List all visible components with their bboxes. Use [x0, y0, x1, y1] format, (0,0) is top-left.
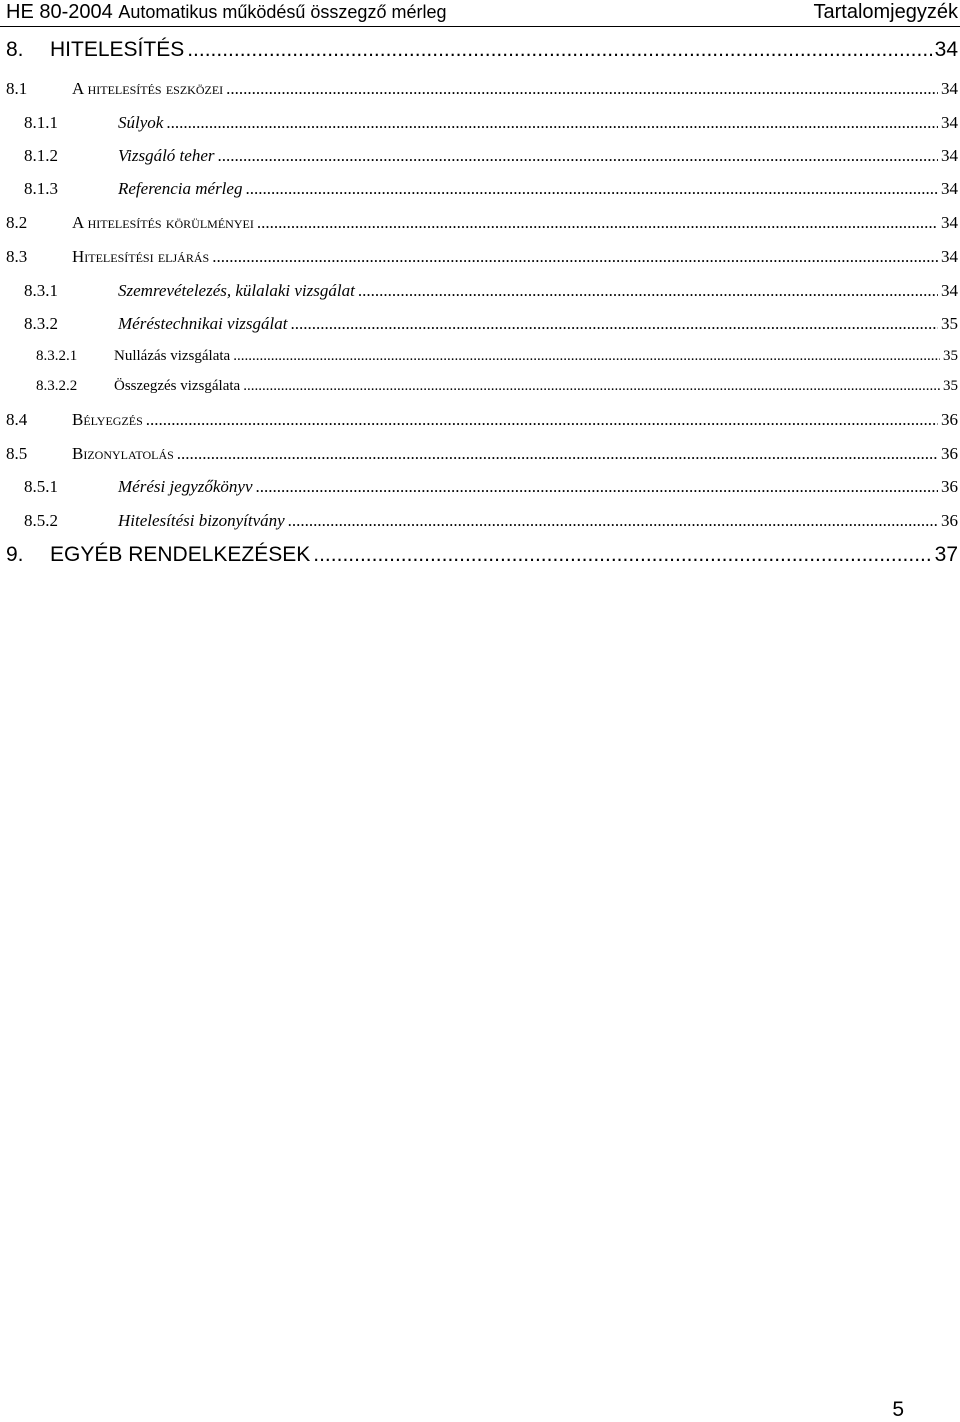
toc-page: 34	[941, 213, 958, 232]
header-doc-subtitle: Automatikus működésű összegző mérleg	[118, 2, 447, 22]
toc-number: 8.3.1	[24, 281, 58, 300]
toc-title: A hitelesítés eszközei	[72, 79, 224, 98]
header-title	[6, 0, 446, 24]
toc-title: Vizsgáló teher	[118, 146, 215, 165]
toc-page: 34	[941, 146, 958, 165]
toc-title: Súlyok	[118, 113, 164, 132]
page-header	[0, 0, 960, 27]
toc-page: 36	[941, 444, 958, 463]
toc-leader	[166, 113, 938, 133]
toc-entry[interactable]	[0, 410, 960, 430]
toc-number: 8.1.3	[24, 179, 58, 198]
toc-number: 8.3.2.1	[36, 348, 78, 364]
toc-leader	[245, 179, 938, 199]
toc-title: Nullázás vizsgálata	[114, 348, 231, 364]
header-doc-code: HE 80-2004	[6, 1, 113, 23]
toc-entry[interactable]	[0, 543, 960, 567]
toc-entry[interactable]	[0, 179, 960, 199]
toc-title: HITELESÍTÉS	[50, 38, 185, 61]
toc-page: 34	[941, 79, 958, 98]
toc-title: Szemrevételezés, külalaki vizsgálat	[118, 281, 355, 300]
page-number: 5	[892, 1398, 904, 1421]
toc-title: Bizonylatolás	[72, 444, 174, 463]
toc-title: Bélyegzés	[72, 410, 143, 429]
toc-page: 34	[941, 179, 958, 198]
toc-entry[interactable]	[0, 146, 960, 166]
toc-title: Méréstechnikai vizsgálat	[118, 314, 288, 333]
toc-title: A hitelesítés körülményei	[72, 213, 254, 232]
toc-number: 8.5	[6, 444, 28, 463]
toc-leader	[256, 477, 938, 497]
toc-leader	[291, 314, 939, 334]
toc-leader	[187, 38, 931, 62]
toc-page: 34	[934, 38, 958, 61]
toc-number: 8.	[6, 38, 24, 61]
toc-entry[interactable]	[0, 247, 960, 267]
toc-leader	[313, 543, 931, 567]
toc-entry[interactable]	[0, 38, 960, 62]
toc-title: Mérési jegyzőkönyv	[118, 477, 253, 496]
header-section: Tartalomjegyzék	[813, 1, 958, 23]
toc-entry[interactable]	[0, 511, 960, 531]
toc-leader	[257, 213, 938, 233]
toc-leader	[233, 348, 940, 365]
toc-page: 36	[941, 410, 958, 429]
toc-page: 36	[941, 511, 958, 530]
toc-entry[interactable]	[0, 314, 960, 334]
toc-leader	[217, 146, 938, 166]
toc-entry[interactable]	[0, 378, 960, 395]
toc-title: EGYÉB RENDELKEZÉSEK	[50, 543, 311, 566]
toc-leader	[358, 281, 938, 301]
toc-title: Hitelesítési eljárás	[72, 247, 210, 266]
toc-page: 35	[941, 314, 958, 333]
toc-entry[interactable]	[0, 281, 960, 301]
toc-number: 8.3.2.2	[36, 378, 78, 394]
toc-page: 36	[941, 477, 958, 496]
toc-number: 8.2	[6, 213, 28, 232]
toc-number: 8.1.2	[24, 146, 58, 165]
toc-leader	[177, 444, 938, 464]
toc-page: 34	[941, 113, 958, 132]
toc-number: 9.	[6, 543, 24, 566]
toc-leader	[226, 79, 938, 99]
toc-entry[interactable]	[0, 444, 960, 464]
toc-entry[interactable]	[0, 477, 960, 497]
toc-number: 8.4	[6, 410, 28, 429]
toc-entry[interactable]	[0, 348, 960, 365]
toc-entry[interactable]	[0, 213, 960, 233]
toc-page: 34	[941, 281, 958, 300]
toc-number: 8.1	[6, 79, 28, 98]
toc-title: Hitelesítési bizonyítvány	[118, 511, 285, 530]
toc-page: 35	[943, 348, 958, 364]
toc-leader	[212, 247, 938, 267]
toc-page: 37	[934, 543, 958, 566]
toc-number: 8.5.1	[24, 477, 58, 496]
toc-title: Referencia mérleg	[118, 179, 243, 198]
toc-number: 8.3	[6, 247, 28, 266]
toc-entry[interactable]	[0, 79, 960, 99]
toc-number: 8.3.2	[24, 314, 58, 333]
toc-page: 34	[941, 247, 958, 266]
toc-number: 8.5.2	[24, 511, 58, 530]
toc-title: Összegzés vizsgálata	[114, 378, 241, 394]
toc-leader	[288, 511, 938, 531]
toc-number: 8.1.1	[24, 113, 58, 132]
toc-entry[interactable]	[0, 113, 960, 133]
toc-leader	[243, 378, 940, 395]
toc-leader	[146, 410, 938, 430]
toc-page: 35	[943, 378, 958, 394]
